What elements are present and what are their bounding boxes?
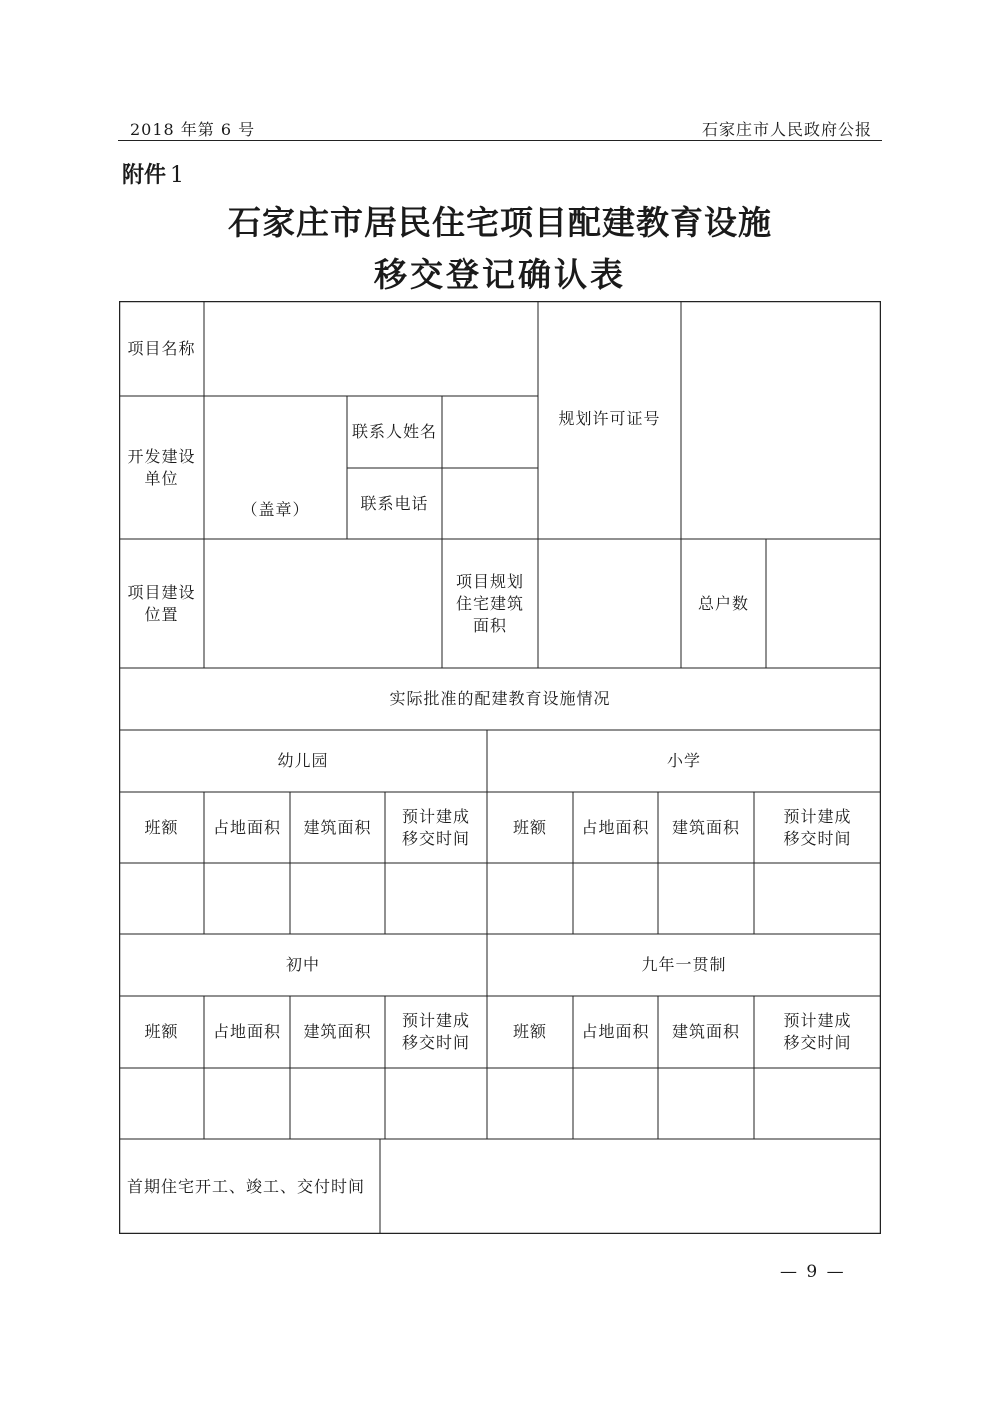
field-nine-year-handover-time[interactable]	[754, 1068, 881, 1139]
field-project-name[interactable]	[204, 301, 538, 396]
col-land-area: 占地面积	[212, 817, 281, 837]
form-title-line2: 移交登记确认表	[374, 255, 626, 294]
label-project-location: 项目建设 位置	[127, 582, 196, 624]
section-junior-middle-school: 初中	[285, 955, 320, 974]
field-junior-class-size[interactable]	[119, 1068, 204, 1139]
attachment-number: 1	[170, 163, 185, 188]
page-number: — 9 —	[780, 1262, 846, 1282]
field-junior-handover-time[interactable]	[385, 1068, 487, 1139]
label-contact-name: 联系人姓名	[351, 422, 437, 441]
col-class-size: 班额	[144, 817, 179, 837]
col-building-area: 建筑面积	[671, 1022, 740, 1041]
seal-note: （盖章）	[241, 500, 310, 519]
field-nine-year-class-size[interactable]	[487, 1068, 573, 1139]
col-handover-time: 预计建成 移交时间	[783, 806, 852, 848]
field-junior-building-area[interactable]	[290, 1068, 385, 1139]
section-primary-school: 小学	[666, 751, 701, 770]
field-project-location[interactable]	[204, 539, 442, 668]
col-land-area: 占地面积	[212, 1022, 281, 1041]
col-building-area: 建筑面积	[303, 817, 372, 837]
section-kindergarten: 幼儿园	[277, 751, 329, 770]
col-handover-time: 预计建成 移交时间	[401, 1011, 470, 1052]
field-planning-permit-no[interactable]	[681, 301, 881, 539]
label-total-households: 总户数	[697, 593, 749, 613]
issue-number: 2018 年第 6 号	[130, 120, 256, 139]
registration-form-table	[119, 301, 881, 1234]
field-kindergarten-building-area[interactable]	[290, 863, 385, 934]
col-land-area: 占地面积	[581, 817, 650, 837]
field-primary-building-area[interactable]	[658, 863, 754, 934]
field-kindergarten-land-area[interactable]	[204, 863, 290, 934]
col-handover-time: 预计建成 移交时间	[783, 1011, 852, 1052]
attachment-text: 附件	[122, 163, 167, 188]
field-kindergarten-handover-time[interactable]	[385, 863, 487, 934]
field-junior-land-area[interactable]	[204, 1068, 290, 1139]
field-primary-land-area[interactable]	[573, 863, 658, 934]
col-class-size: 班额	[144, 1022, 179, 1041]
field-first-phase-dates[interactable]	[380, 1139, 881, 1234]
field-total-households[interactable]	[766, 539, 881, 668]
header-rule	[118, 140, 882, 141]
form-title-line1: 石家庄市居民住宅项目配建教育设施	[228, 203, 772, 242]
field-contact-name[interactable]	[442, 396, 538, 468]
col-class-size: 班额	[512, 1022, 547, 1041]
approved-facilities-heading: 实际批准的配建教育设施情况	[389, 689, 611, 708]
col-land-area: 占地面积	[581, 1022, 650, 1041]
label-contact-phone: 联系电话	[360, 493, 429, 513]
field-planned-residential-area[interactable]	[538, 539, 681, 668]
publication-name: 石家庄市人民政府公报	[701, 120, 872, 139]
label-first-phase-dates: 首期住宅开工、竣工、交付时间	[127, 1176, 366, 1196]
col-building-area: 建筑面积	[671, 817, 740, 837]
col-handover-time: 预计建成 移交时间	[401, 806, 470, 848]
label-project-name: 项目名称	[127, 338, 196, 358]
label-developer: 开发建设 单位	[127, 446, 196, 488]
label-planned-residential-area: 项目规划 住宅建筑 面积	[455, 571, 524, 635]
field-primary-handover-time[interactable]	[754, 863, 881, 934]
label-planning-permit-no: 规划许可证号	[558, 409, 661, 428]
field-kindergarten-class-size[interactable]	[119, 863, 204, 934]
field-nine-year-land-area[interactable]	[573, 1068, 658, 1139]
attachment-label	[122, 158, 184, 189]
field-primary-class-size[interactable]	[487, 863, 573, 934]
col-class-size: 班额	[512, 817, 547, 837]
field-nine-year-building-area[interactable]	[658, 1068, 754, 1139]
section-nine-year-school: 九年一贯制	[641, 955, 727, 974]
field-contact-phone[interactable]	[442, 468, 538, 539]
seal-area[interactable]	[204, 396, 347, 539]
col-building-area: 建筑面积	[303, 1022, 372, 1041]
